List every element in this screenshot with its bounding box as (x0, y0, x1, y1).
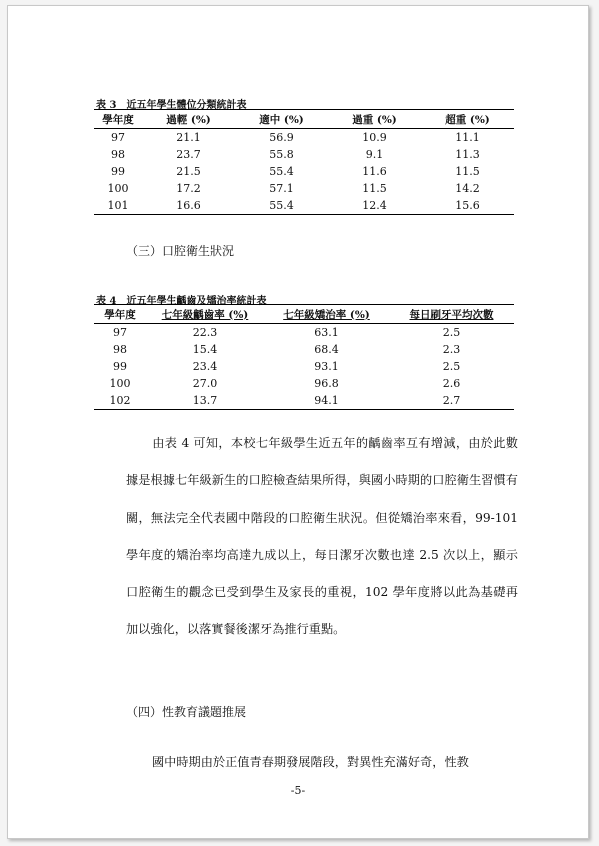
table-cell: 2.6 (442, 377, 461, 390)
table-row (94, 180, 514, 197)
table4-header: 七年級矯治率 (%) (264, 305, 389, 324)
table3-header: 過重 (%) (328, 110, 421, 129)
paragraph-dental-analysis (126, 425, 518, 649)
paragraph-text: 國中時期由於正值青春期發展階段，對異性充滿好奇，性教 (152, 755, 469, 769)
table-cell: 13.7 (146, 392, 264, 410)
table3-header: 學年度 (94, 110, 142, 129)
table-row (94, 146, 514, 163)
table-cell: 93.1 (314, 360, 339, 373)
table-cell: 100 (109, 377, 131, 390)
paragraph-text: 由表 4 可知，本校七年級學生近五年的齲齒率互有增減，由於此數據是根據七年級新生的口腔檢查結果所得，與國小時期的口腔衛生習慣有關，無法完全代表國中階段的口腔衛生狀況。但從矯治率來看，99-101 學年度的矯治率均高達九成以上，每日潔牙次數也達 2.5 次以上，顯示口腔衛生的觀念已受到學生及家長的重視，102 學年度將以此為基礎再加以強化，以落實餐後潔牙為推行重點。 (126, 436, 518, 637)
table-cell: 11.5 (362, 182, 387, 195)
table-cell: 15.6 (421, 197, 514, 215)
table-row (94, 324, 514, 342)
table-cell: 27.0 (192, 377, 218, 390)
table-cell: 100 (107, 182, 129, 195)
table-cell: 23.7 (176, 148, 201, 161)
table-cell: 98 (111, 148, 125, 161)
table4-header-row (94, 305, 514, 324)
table-cell: 55.4 (235, 197, 328, 215)
table-cell: 17.2 (176, 182, 201, 195)
table-cell: 2.7 (389, 392, 514, 410)
table-cell: 57.1 (269, 182, 294, 195)
table-row (94, 358, 514, 375)
table4-header: 每日刷牙平均次數 (389, 305, 514, 324)
table-cell: 16.6 (142, 197, 235, 215)
table-cell: 11.3 (455, 148, 480, 161)
table-cell: 55.4 (269, 165, 294, 178)
page-number: -5- (290, 784, 306, 797)
table3-body-weight-stats (94, 109, 514, 215)
table3-header: 過輕 (%) (142, 110, 235, 129)
paragraph-sex-education (126, 744, 518, 781)
table-cell: 10.9 (362, 131, 387, 144)
table-cell: 101 (94, 197, 142, 215)
table4-caption: 表 4 近五年學生齲齒及矯治率統計表 (96, 296, 267, 307)
table-cell: 97 (111, 131, 125, 144)
table-row (94, 341, 514, 358)
document-page (7, 5, 589, 839)
table-cell: 15.4 (192, 343, 218, 356)
table-cell: 11.1 (455, 131, 480, 144)
table3-header-row (94, 110, 514, 129)
table-cell: 68.4 (314, 343, 339, 356)
table-cell: 102 (94, 392, 146, 410)
table-cell: 12.4 (328, 197, 421, 215)
table-row (94, 163, 514, 180)
table-cell: 11.6 (362, 165, 387, 178)
table-cell: 96.8 (314, 377, 339, 390)
table-cell: 22.3 (192, 326, 218, 339)
table-cell: 56.9 (269, 131, 294, 144)
table-row (94, 392, 514, 410)
section-heading-sex-education: （四）性教育議題推展 (126, 705, 247, 719)
table-cell: 94.1 (264, 392, 389, 410)
table-cell: 21.5 (176, 165, 201, 178)
table4-dental-stats (94, 304, 514, 410)
table4-header: 七年級齲齒率 (%) (146, 305, 264, 324)
table-cell: 9.1 (365, 148, 384, 161)
table-cell: 2.5 (442, 326, 461, 339)
table4-header: 學年度 (94, 305, 146, 324)
table-row (94, 197, 514, 215)
table-cell: 63.1 (314, 326, 339, 339)
table3-header: 超重 (%) (421, 110, 514, 129)
table-cell: 99 (113, 360, 127, 373)
section-heading-oral-health: （三）口腔衛生狀況 (126, 244, 235, 258)
table-cell: 23.4 (192, 360, 218, 373)
table-cell: 97 (113, 326, 127, 339)
table-row (94, 129, 514, 147)
table-row (94, 375, 514, 392)
table-cell: 2.5 (442, 360, 461, 373)
table-cell: 99 (111, 165, 125, 178)
table3-caption: 表 3 近五年學生體位分類統計表 (96, 100, 247, 111)
table-cell: 11.5 (455, 165, 480, 178)
table-cell: 14.2 (455, 182, 480, 195)
table3-header: 適中 (%) (235, 110, 328, 129)
table-cell: 2.3 (442, 343, 461, 356)
table-cell: 98 (113, 343, 127, 356)
table-cell: 21.1 (176, 131, 201, 144)
table-cell: 55.8 (269, 148, 294, 161)
